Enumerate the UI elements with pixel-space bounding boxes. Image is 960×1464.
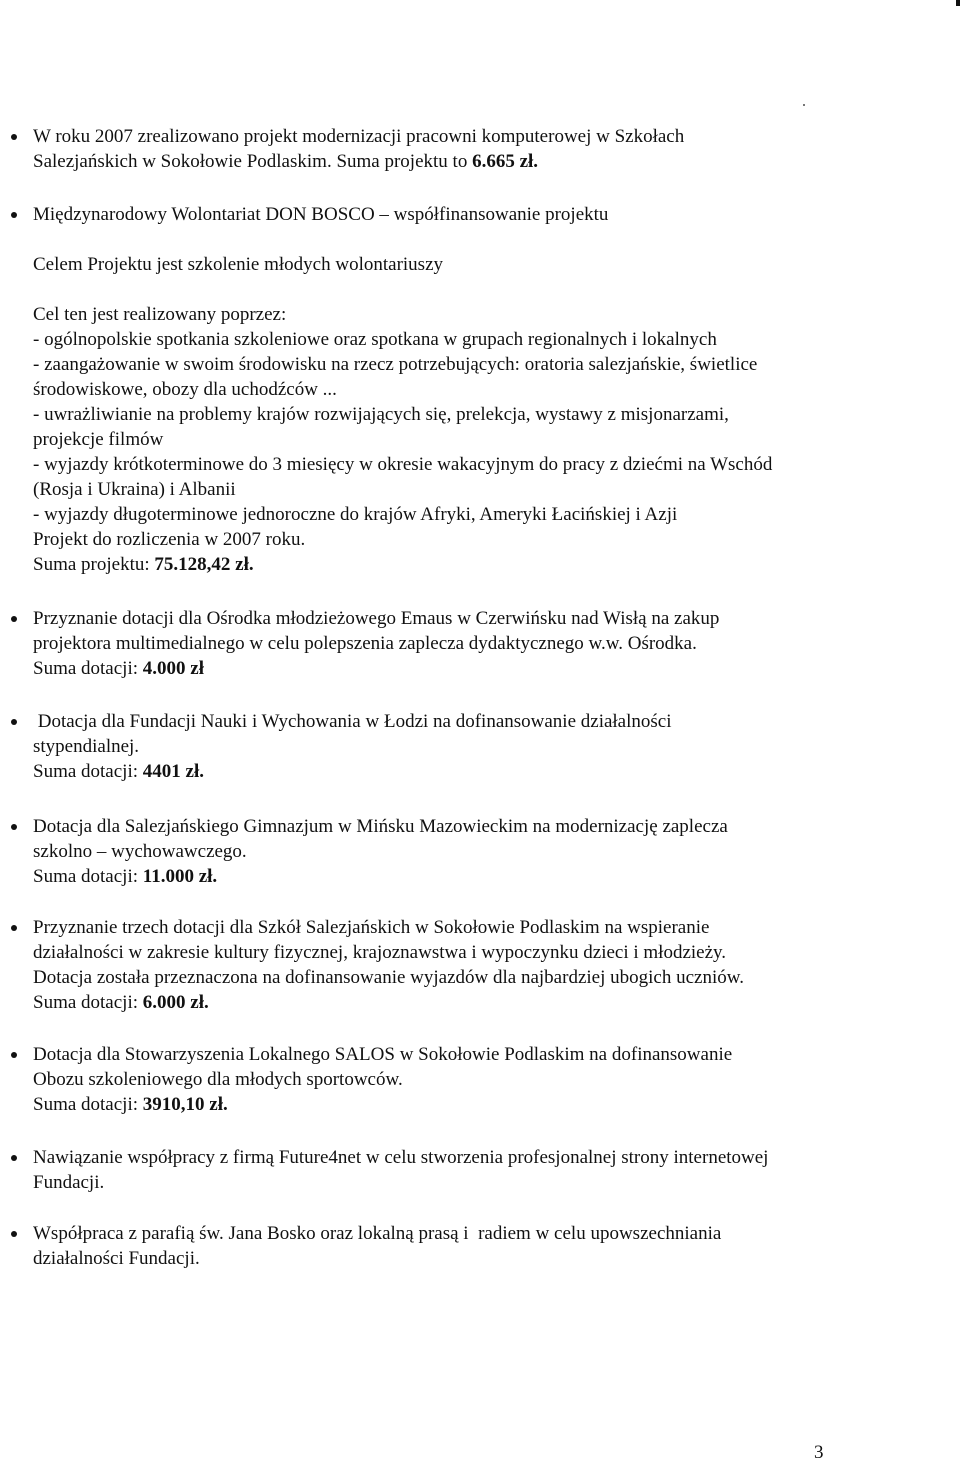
- text-line: - uwrażliwianie na problemy krajów rozwijających się, prelekcja, wystawy z misjonarzami,: [33, 404, 729, 425]
- text-line: [33, 759, 913, 784]
- item-heading: Międzynarodowy Wolontariat DON BOSCO – współfinansowanie projektu: [33, 204, 609, 225]
- text-line: Obozu szkoleniowego dla młodych sportowców.: [33, 1069, 403, 1090]
- text-line: - wyjazdy krótkoterminowe do 3 miesięcy w okresie wakacyjnym do pracy z dziećmi na Wschód: [33, 454, 773, 475]
- sum-label: Suma projektu:: [33, 554, 155, 575]
- sum-label: Suma dotacji:: [33, 866, 143, 887]
- list-item-text: [33, 1145, 913, 1195]
- text-line: projekcje filmów: [33, 429, 164, 450]
- text-line: Dotacja dla Fundacji Nauki i Wychowania w Łodzi na dofinansowanie działalności: [33, 711, 672, 732]
- list-item-text: [33, 202, 913, 577]
- text-line: Projekt do rozliczenia w 2007 roku.: [33, 529, 306, 550]
- sum-label: Suma dotacji:: [33, 658, 143, 679]
- project-amount: 6.665 zł.: [472, 151, 539, 172]
- bullet-icon: [11, 824, 17, 830]
- list-item-text: [33, 124, 913, 174]
- text-line: szkolno – wychowawczego.: [33, 841, 247, 862]
- text-line: Przyznanie trzech dotacji dla Szkół Salezjańskich w Sokołowie Podlaskim na wspieranie: [33, 917, 710, 938]
- list-item-text: [33, 709, 913, 784]
- text-line: Celem Projektu jest szkolenie młodych wolontariuszy: [33, 254, 444, 275]
- text-line: - ogólnopolskie spotkania szkoleniowe oraz spotkana w grupach regionalnych i lokalnych: [33, 329, 717, 350]
- text-line: [33, 1092, 913, 1117]
- text-line: - wyjazdy długoterminowe jednoroczne do krajów Afryki, Ameryki Łacińskiej i Azji: [33, 504, 678, 525]
- text-line: działalności w zakresie kultury fizycznej, krajoznawstwa i wypoczynku dzieci i młodzieży.: [33, 942, 727, 963]
- grant-amount: 4401 zł.: [142, 761, 204, 782]
- text-line: projektora multimedialnego w celu polepszenia zaplecza dydaktycznego w.w. Ośrodka.: [33, 633, 697, 654]
- text-line: Dotacja dla Salezjańskiego Gimnazjum w Mińsku Mazowieckim na modernizację zaplecza: [33, 816, 728, 837]
- list-item-text: [33, 814, 913, 889]
- text-line: Przyznanie dotacji dla Ośrodka młodzieżowego Emaus w Czerwińsku nad Wisłą na zakup: [33, 608, 720, 629]
- text-fragment: Salezjańskich w Sokołowie Podlaskim. Suma projektu to: [33, 151, 473, 172]
- text-line: [33, 990, 913, 1015]
- grant-amount: 6.000 zł.: [142, 992, 209, 1013]
- text-line: Dotacja dla Stowarzyszenia Lokalnego SALOS w Sokołowie Podlaskim na dofinansowanie: [33, 1044, 733, 1065]
- bullet-icon: [11, 134, 17, 140]
- text-line: [33, 552, 913, 577]
- bullet-icon: [11, 1052, 17, 1058]
- bullet-icon: [11, 212, 17, 218]
- text-line: stypendialnej.: [33, 736, 140, 757]
- list-item-text: [33, 1221, 913, 1271]
- text-line: W roku 2007 zrealizowano projekt modernizacji pracowni komputerowej w Szkołach: [33, 126, 685, 147]
- grant-amount: 3910,10 zł.: [142, 1094, 228, 1115]
- text-line: [33, 864, 913, 889]
- text-line: [33, 656, 913, 681]
- text-line: Dotacja została przeznaczona na dofinansowanie wyjazdów dla najbardziej ubogich uczniów.: [33, 967, 744, 988]
- grant-amount: 4.000 zł: [142, 658, 204, 679]
- bullet-icon: [11, 719, 17, 725]
- scan-dot: [803, 104, 805, 106]
- text-line: Cel ten jest realizowany poprzez:: [33, 304, 287, 325]
- project-amount: 75.128,42 zł.: [154, 554, 254, 575]
- text-line: Nawiązanie współpracy z firmą Future4net w celu stworzenia profesjonalnej strony internetowej: [33, 1147, 769, 1168]
- sum-label: Suma dotacji:: [33, 761, 143, 782]
- scan-mark: [956, 0, 960, 6]
- sum-label: Suma dotacji:: [33, 992, 143, 1013]
- bullet-icon: [11, 1231, 17, 1237]
- bullet-icon: [11, 616, 17, 622]
- grant-amount: 11.000 zł.: [142, 866, 218, 887]
- text-line: działalności Fundacji.: [33, 1248, 200, 1269]
- text-line: Współpraca z parafią św. Jana Bosko oraz lokalną prasą i radiem w celu upowszechniania: [33, 1223, 722, 1244]
- text-line: [33, 149, 913, 174]
- text-line: środowiskowe, obozy dla uchodźców ...: [33, 379, 337, 400]
- list-item-text: [33, 606, 913, 681]
- list-item-text: [33, 915, 913, 1015]
- text-line: (Rosja i Ukraina) i Albanii: [33, 479, 236, 500]
- text-line: - zaangażowanie w swoim środowisku na rzecz potrzebujących: oratoria salezjańskie, świetlice: [33, 354, 758, 375]
- sum-label: Suma dotacji:: [33, 1094, 143, 1115]
- text-line: Fundacji.: [33, 1172, 105, 1193]
- bullet-icon: [11, 1155, 17, 1161]
- page-number: 3: [814, 1442, 824, 1463]
- bullet-icon: [11, 925, 17, 931]
- list-item-text: [33, 1042, 913, 1117]
